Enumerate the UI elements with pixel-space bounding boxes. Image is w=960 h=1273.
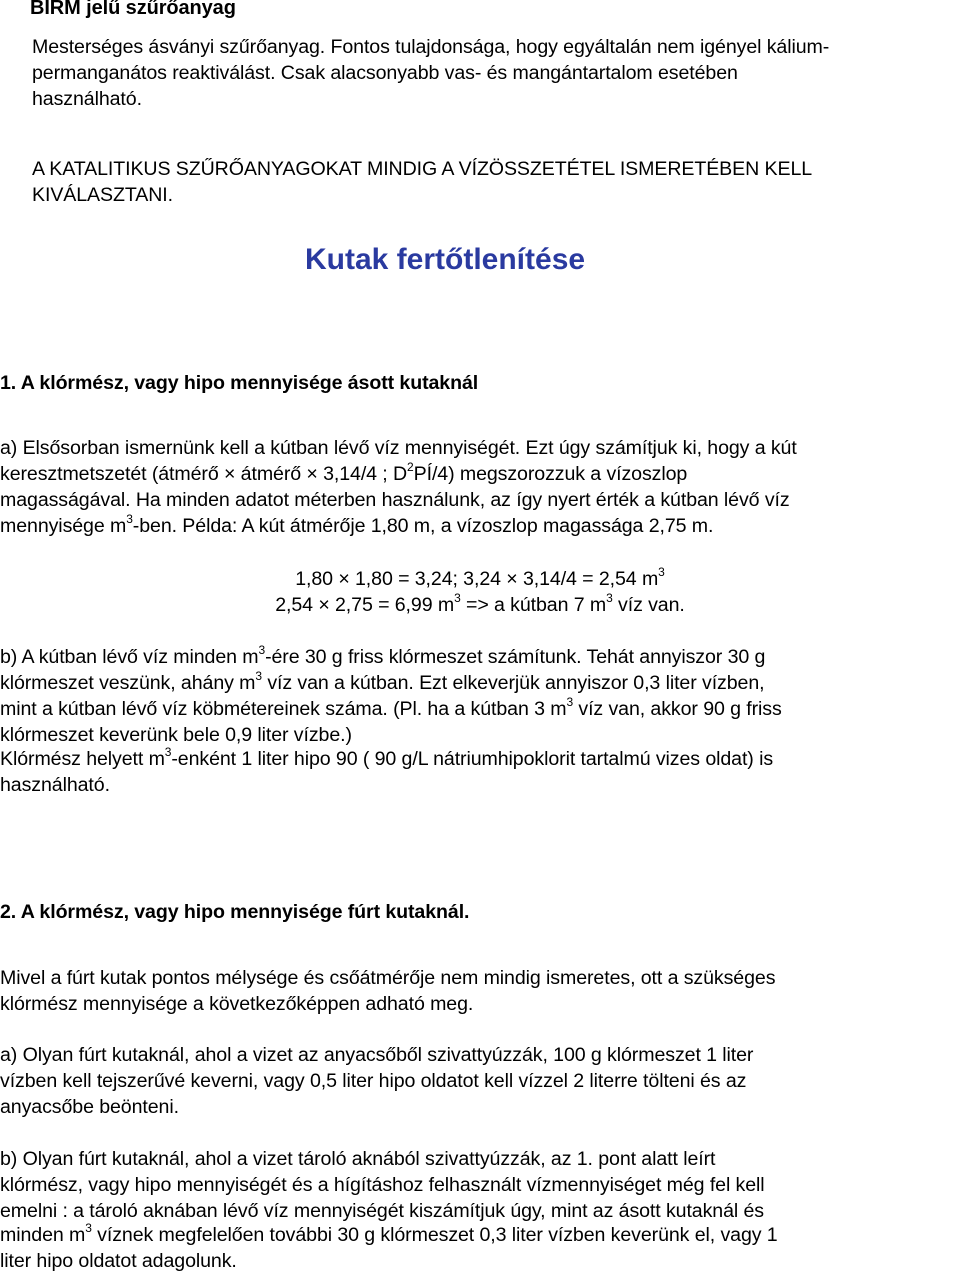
para-2b-line-2: klórmész, vagy hipo mennyiségét és a hígításhoz felhasznált vízmennyiséget még fel kell	[0, 1174, 765, 1196]
section-heading-1: 1. A klórmész, vagy hipo mennyisége ásott kutaknál	[0, 372, 479, 394]
para-2b-line-1: b) Olyan fúrt kutaknál, ahol a vizet tároló aknából szivattyúzzák, az 1. pont alatt leírt	[0, 1148, 716, 1170]
birm-line-2: permanganátos reaktiválást. Csak alacsonyabb vas- és mangántartalom esetében	[32, 62, 738, 84]
para-2b-line-5: liter hipo oldatot adagolunk.	[0, 1250, 237, 1272]
intro2-line-1: Mivel a fúrt kutak pontos mélysége és csőátmérője nem mindig ismeretes, ott a szükséges	[0, 967, 776, 989]
birm-line-1: Mesterséges ásványi szűrőanyag. Fontos tulajdonsága, hogy egyáltalán nem igényel kálium-	[32, 36, 830, 58]
para-a-line-2: keresztmetszetét (átmérő × átmérő × 3,14/4 ; $D^2PÍ/4$) megszorozzuk a vízoszlop	[0, 460, 688, 485]
calc-line-1: 1,80 × 1,80 = 3,24; 3,24 × 3,14/4 = 2,54 $m^3$	[295, 565, 665, 590]
para-b-line-5: Klórmész helyett $m^3$-enként 1 liter hipo 90 ( 90 g/L nátriumhipoklorit tartalmú vizes oldat) is	[0, 745, 774, 770]
para-b-line-4: klórmeszet keverünk bele 0,9 liter vízbe.)	[0, 724, 352, 746]
para-2b-line-3: emelni : a tároló aknában lévő víz mennyiségét kiszámítjuk úgy, mint az ásott kutaknál és	[0, 1200, 764, 1222]
para-2a-line-3: anyacsőbe beönteni.	[0, 1096, 179, 1118]
intro2-line-2: klórmész mennyisége a következőképpen adható meg.	[0, 993, 474, 1015]
para-b-line-2: klórmeszet veszünk, ahány $m^3$ víz van a kútban. Ezt elkeverjük annyiszor 0,3 liter vízben,	[0, 669, 765, 694]
para-a-line-3: magasságával. Ha minden adatot méterben használunk, az így nyert érték a kútban lévő víz	[0, 489, 790, 511]
birm-line-3: használható.	[32, 88, 142, 110]
catalytic-line-1: A KATALITIKUS SZŰRŐANYAGOKAT MINDIG A VÍZÖSSZETÉTEL ISMERETÉBEN KELL	[32, 158, 813, 180]
para-b-line-1: b) A kútban lévő víz minden $m^3$-ére 30 g friss klórmeszet számítunk. Tehát annyiszor 30 g	[0, 643, 766, 668]
page-title: Kutak fertőtlenítése	[305, 243, 586, 276]
para-b-line-6: használható.	[0, 774, 110, 796]
para-b-line-3: mint a kútban lévő víz köbmétereinek száma. (Pl. ha a kútban 3 $m^3$ víz van, akkor 90 g friss	[0, 695, 782, 720]
para-a-line-4: mennyisége $m^3$-ben. Példa: A kút átmérője 1,80 m, a vízoszlop magassága 2,75 m.	[0, 512, 714, 537]
section-heading-birm: BIRM jelű szűrőanyag	[30, 0, 236, 19]
para-2b-line-4: minden $m^3$ víznek megfelelően további 30 g klórmeszet 0,3 liter vízben keverünk el, vagy 1	[0, 1221, 778, 1246]
catalytic-line-2: KIVÁLASZTANI.	[32, 184, 173, 206]
para-2a-line-1: a) Olyan fúrt kutaknál, ahol a vizet az anyacsőből szivattyúzzák, 100 g klórmeszet 1 liter	[0, 1044, 754, 1066]
calc-line-2: 2,54 × 2,75 = 6,99 $m^3 => a$ kútban 7 $m^3$ víz van.	[275, 591, 685, 616]
para-2a-line-2: vízben kell tejszerűvé keverni, vagy 0,5 liter hipo oldatot kell vízzel 2 literre tölteni és az	[0, 1070, 747, 1092]
section-heading-2: 2. A klórmész, vagy hipo mennyisége fúrt kutaknál.	[0, 901, 470, 923]
para-a-line-1: a) Elsősorban ismernünk kell a kútban lévő víz mennyiségét. Ezt úgy számítjuk ki, hogy a kút	[0, 437, 797, 459]
